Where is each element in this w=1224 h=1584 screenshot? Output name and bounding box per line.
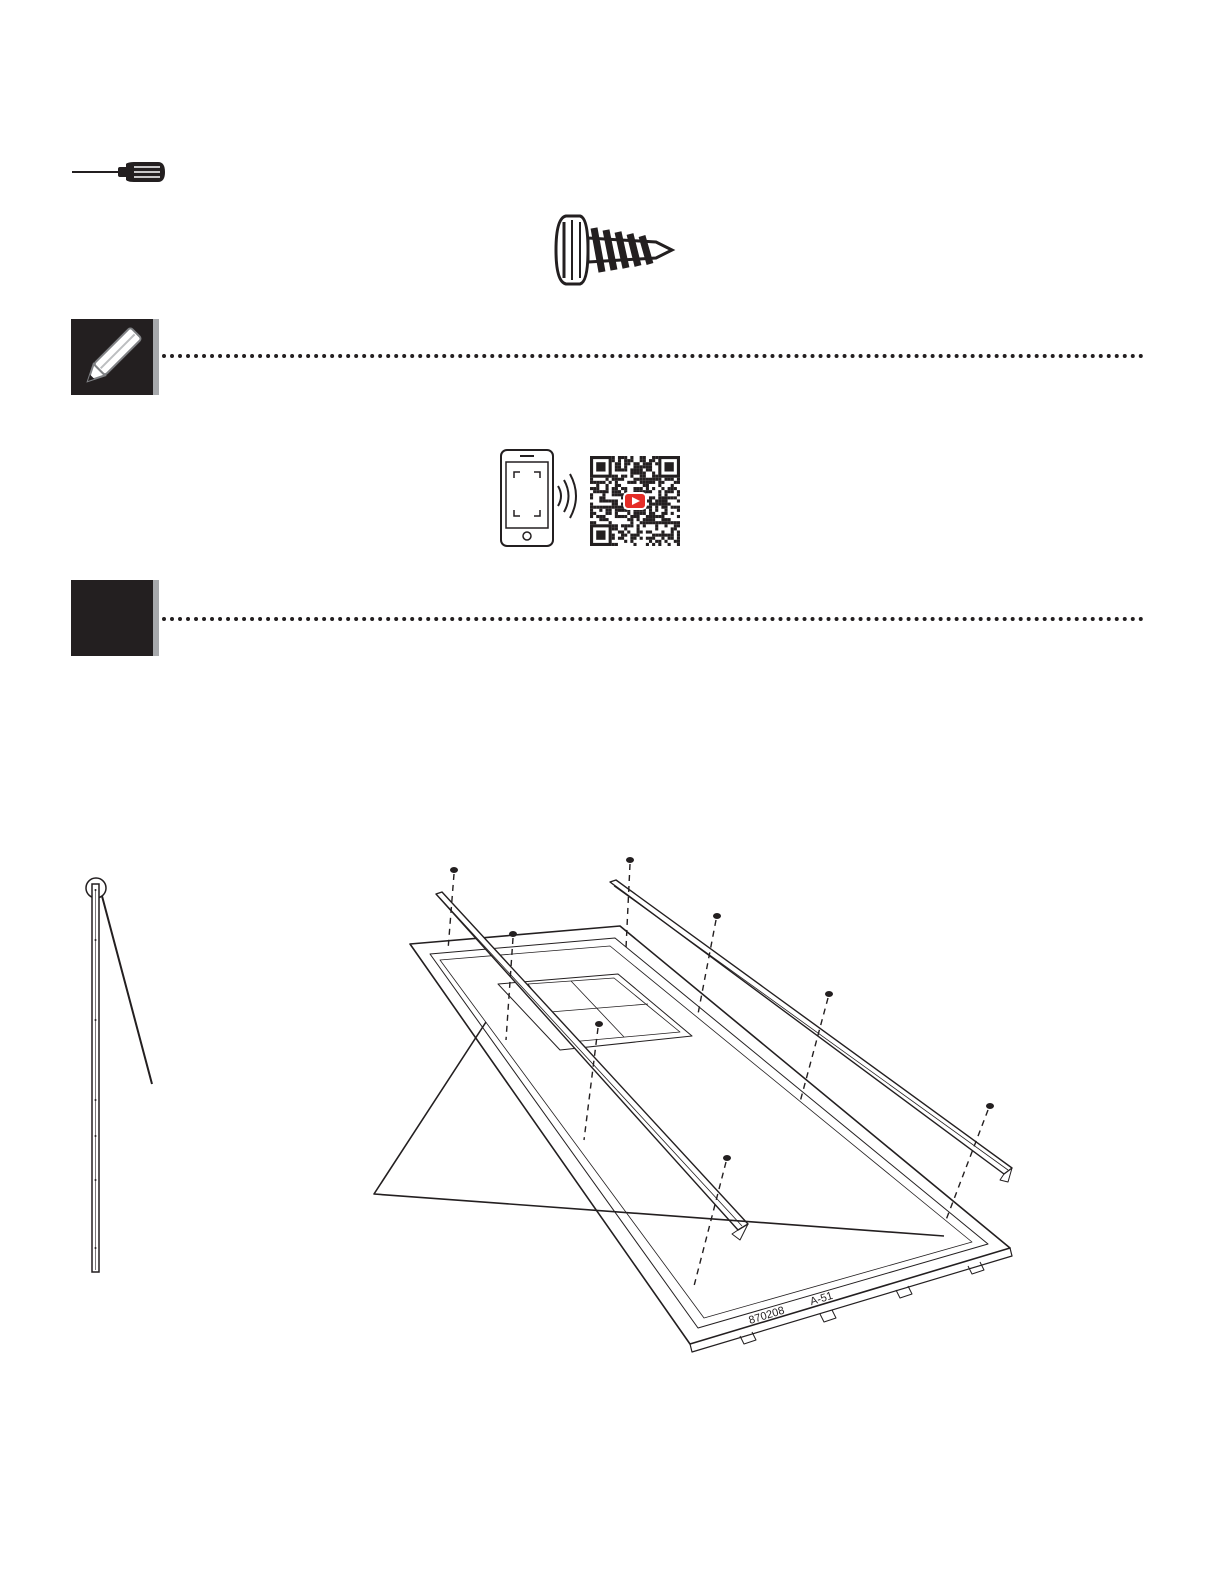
- step-divider: [162, 617, 1144, 621]
- floor-panel-assembly: [360, 850, 1020, 1370]
- pencil-icon: [71, 319, 153, 395]
- smartphone-scan-icon: [498, 448, 582, 548]
- notes-section-box: [71, 319, 159, 395]
- step-number-box: [71, 580, 159, 656]
- notes-divider: [162, 354, 1144, 358]
- self-tapping-screw-icon: [552, 212, 676, 288]
- part-number-label: 870208: [747, 1304, 786, 1327]
- qr-code-icon[interactable]: [590, 456, 680, 546]
- side-rail-detail: [70, 870, 170, 1280]
- screwdriver-icon: [68, 160, 168, 184]
- part-code-label: A-51: [808, 1289, 835, 1309]
